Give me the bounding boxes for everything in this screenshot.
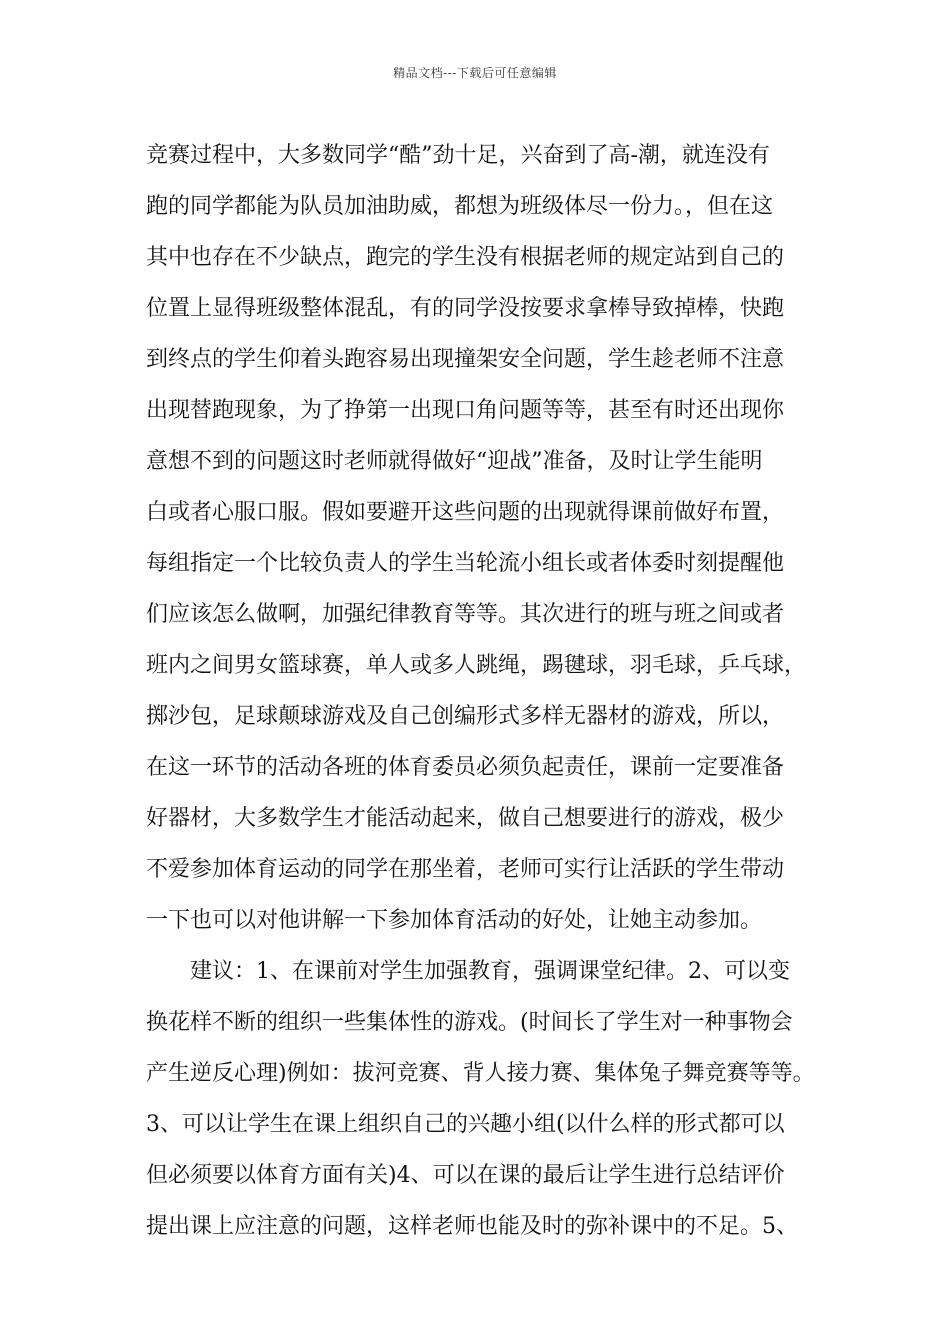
body-text bbox=[146, 130, 816, 1252]
text-line: 不爱参加体育运动的同学在那坐着，老师可实行让活跃的学生带动 bbox=[146, 857, 785, 882]
text-line: 每组指定一个比较负责人的学生当轮流小组长或者体委时刻提醒他 bbox=[146, 551, 785, 576]
text-line: 意想不到的问题这时老师就得做好“迎战”准备，及时让学生能明 bbox=[146, 449, 763, 474]
page-header: 精品文档---下载后可任意编辑 bbox=[393, 66, 557, 80]
text-line: 跑的同学都能为队员加油助威，都想为班级体尽一份力。，但在这 bbox=[146, 194, 774, 219]
paragraph-start-line: 建议：1、在课前对学生加强教育，强调课堂纪律。2、可以变 bbox=[190, 959, 790, 984]
text-line: 出现替跑现象，为了挣第一出现口角问题等等，甚至有时还出现你 bbox=[146, 398, 785, 423]
text-line: 换花样不断的组织一些集体性的游戏。(时间长了学生对一种事物会 bbox=[146, 1010, 793, 1035]
text-line: 在这一环节的活动各班的体育委员必须负起责任，课前一定要准备 bbox=[146, 755, 785, 780]
text-line: 但必须要以体育方面有关)4、可以在课的最后让学生进行总结评价 bbox=[146, 1163, 785, 1188]
text-line: 竞赛过程中，大多数同学“酷”劲十足，兴奋到了高-潮，就连没有 bbox=[146, 143, 770, 168]
text-line: 产生逆反心理)例如：拔河竞赛、背人接力赛、集体兔子舞竞赛等等。 bbox=[146, 1061, 815, 1086]
text-line: 其中也存在不少缺点，跑完的学生没有根据老师的规定站到自己的 bbox=[146, 245, 785, 270]
text-line: 提出课上应注意的问题，这样老师也能及时的弥补课中的不足。5、 bbox=[146, 1214, 798, 1239]
text-line: 位置上显得班级整体混乱，有的同学没按要求拿棒导致掉棒，快跑 bbox=[146, 296, 785, 321]
text-line: 掷沙包，足球颠球游戏及自己创编形式多样无器材的游戏，所以， bbox=[146, 704, 785, 729]
text-line: 一下也可以对他讲解一下参加体育活动的好处，让她主动参加。 bbox=[146, 908, 763, 933]
text-line: 们应该怎么做啊，加强纪律教育等等。其次进行的班与班之间或者 bbox=[146, 602, 785, 627]
text-line: 到终点的学生仰着头跑容易出现撞架安全问题，学生趁老师不注意 bbox=[146, 347, 785, 372]
text-line: 白或者心服口服。假如要避开这些问题的出现就得课前做好布置， bbox=[146, 500, 785, 525]
text-line: 班内之间男女篮球赛，单人或多人跳绳，踢毽球，羽毛球，乒乓球， bbox=[146, 653, 807, 678]
text-line: 好器材，大多数学生才能活动起来，做自己想要进行的游戏，极少 bbox=[146, 806, 785, 831]
text-line: 3、可以让学生在课上组织自己的兴趣小组(以什么样的形式都可以 bbox=[146, 1112, 785, 1137]
